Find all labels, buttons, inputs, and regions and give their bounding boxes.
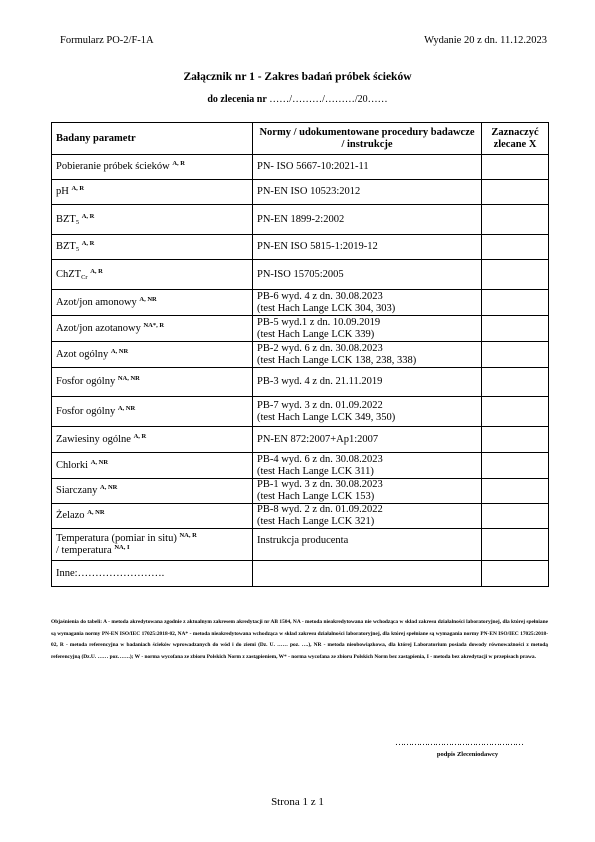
- table-row-other: [52, 561, 549, 587]
- parameter-name: Chlorki: [56, 459, 89, 471]
- table-row: [52, 397, 549, 427]
- parameter-cell: [52, 529, 253, 561]
- table-row: [52, 290, 549, 316]
- method-line: (test Hach Lange LCK 304, 303): [257, 302, 396, 314]
- method-line: PB-6 wyd. 4 z dn. 30.08.2023: [257, 290, 383, 302]
- parameter-flags: A, R: [90, 267, 103, 275]
- method-line: PB-8 wyd. 2 z dn. 01.09.2022: [257, 504, 383, 516]
- method-line: PN-EN 1899-2:2002: [257, 213, 345, 225]
- parameter-flags: A, R: [71, 185, 85, 192]
- mark-cell[interactable]: [482, 368, 549, 397]
- method-line: PB-5 wyd.1 z dn. 10.09.2019: [257, 316, 381, 328]
- method-cell: [253, 368, 482, 397]
- method-line: PN- ISO 5667-10:2021-11: [257, 161, 369, 173]
- parameter-cell: [52, 235, 253, 260]
- method-line: PB-2 wyd. 6 z dn. 30.08.2023: [257, 342, 383, 354]
- other-label-cell[interactable]: Inne:…………………….: [52, 561, 253, 587]
- parameter-name: Azot/jon amonowy: [56, 296, 137, 308]
- method-line: (test Hach Lange LCK 349, 350): [257, 411, 396, 423]
- parameter-flags: A, NR: [87, 509, 105, 516]
- table-row: [52, 504, 549, 529]
- mark-cell[interactable]: [482, 235, 549, 260]
- parameter-cell: [52, 205, 253, 235]
- signature-line: …………………………………………: [395, 737, 523, 747]
- parameter-name: Zawiesiny ogólne: [56, 433, 131, 445]
- method-line: PB-3 wyd. 4 z dn. 21.11.2019: [257, 376, 383, 388]
- parameter-name: ChZT: [56, 268, 82, 280]
- parameter-subscript: 5: [75, 218, 80, 226]
- method-cell: [253, 235, 482, 260]
- method-cell: [253, 342, 482, 368]
- mark-cell[interactable]: [482, 316, 549, 342]
- order-number-placeholder: ……/………/………/20……: [269, 94, 388, 105]
- method-line: PN-EN ISO 10523:2012: [257, 186, 361, 198]
- parameter-cell: [52, 316, 253, 342]
- method-line: (test Hach Lange LCK 138, 238, 338): [257, 354, 417, 366]
- method-cell: Instrukcja producenta: [253, 529, 482, 561]
- table-row: [52, 155, 549, 180]
- method-line: (test Hach Lange LCK 321): [257, 516, 375, 527]
- table-row: [52, 368, 549, 397]
- method-line: PN-EN 872:2007+Ap1:2007: [257, 433, 379, 445]
- order-number-label: do zlecenia nr: [207, 94, 267, 105]
- mark-cell[interactable]: [482, 260, 549, 290]
- page-number: Strona 1 z 1: [271, 796, 324, 808]
- temperature-label: Temperatura (pomiar in situ): [56, 532, 177, 544]
- mark-cell[interactable]: [482, 504, 549, 529]
- method-cell: [253, 504, 482, 529]
- document-title: Załącznik nr 1 - Zakres badań próbek ścieków: [183, 71, 412, 83]
- method-cell: [253, 453, 482, 479]
- table-row: [52, 479, 549, 504]
- parameter-cell: [52, 397, 253, 427]
- method-cell: [253, 397, 482, 427]
- method-cell: [253, 260, 482, 290]
- parameter-flags: NA, NR: [117, 375, 140, 382]
- method-line: (test Hach Lange LCK 153): [257, 491, 375, 502]
- mark-cell[interactable]: [482, 205, 549, 235]
- parameter-cell: [52, 155, 253, 180]
- header-parameter: Badany parametr: [52, 123, 253, 155]
- parameter-cell: [52, 504, 253, 529]
- temperature-flags: NA, R: [179, 531, 197, 539]
- method-line: (test Hach Lange LCK 311): [257, 465, 374, 477]
- parameter-name: BZT: [56, 241, 76, 252]
- parameter-name: Pobieranie próbek ścieków: [56, 161, 170, 172]
- header-mark: Zaznaczyć zlecane X: [482, 123, 549, 155]
- other-method-cell[interactable]: [253, 561, 482, 587]
- table-row: [52, 427, 549, 453]
- parameter-flags: A, NR: [110, 347, 129, 355]
- mark-cell[interactable]: [482, 180, 549, 205]
- table-row: [52, 180, 549, 205]
- table-footnote: Objaśnienia do tabeli: A - metoda akredytowana zgodnie z aktualnym zakresem akredytacji nr AB 1504, NA - metoda nieakredytowana nie wchodząca w skład zakresu działalności laboratoryjnej, dla której spełniane są wymagania normy PN-EN ISO/IEC 17025:2018-02, NA* - metoda nieakredytowana wchodząca w skład zakresu działalności laboratoryjnej, dla której spełniane są wymagania normy PN-EN ISO/IEC 17025:2018-02, R - metoda referencyjna w badaniach ścieków wprowadzanych do wód i do ziemi (Dz. U. …… poz. ….), NR - metoda nieobowiązkowa, dla której Laboratorium posiada dowody równoważności z metodą referencyjną (Dz.U. …… poz…….); W - norma wycofana ze zbioru Polskich Norm z zastąpieniem, W* - norma wycofana ze zbioru Polskich Norm bez zastąpienia, I - metoda bez akredytacji w przepisach prawa.: [51, 619, 548, 660]
- table-row: [52, 235, 549, 260]
- parameter-cell: [52, 342, 253, 368]
- parameter-flags: A, R: [172, 160, 185, 167]
- parameters-table: [51, 122, 549, 587]
- table-body: [52, 155, 549, 587]
- mark-cell[interactable]: [482, 155, 549, 180]
- mark-cell[interactable]: [482, 529, 549, 561]
- form-id: Formularz PO-2/F-1A: [60, 35, 154, 46]
- parameter-name: BZT: [56, 213, 76, 225]
- signature-label: podpis Zleceniodawcy: [436, 751, 499, 758]
- parameter-flags: A, NR: [139, 295, 157, 303]
- method-line: (test Hach Lange LCK 339): [257, 328, 375, 340]
- method-line: PN-EN ISO 5815-1:2019-12: [257, 241, 378, 253]
- parameter-name: Fosfor ogólny: [56, 405, 116, 417]
- method-cell: [253, 155, 482, 180]
- mark-cell[interactable]: [482, 290, 549, 316]
- parameter-subscript: 5: [75, 246, 80, 253]
- order-number-line: [0, 94, 595, 105]
- parameter-cell: [52, 180, 253, 205]
- method-cell: [253, 479, 482, 504]
- header-method: Normy / udokumentowane procedury badawcze / instrukcje: [253, 123, 482, 155]
- temperature-line-2: [56, 545, 248, 557]
- parameter-subscript: Cr: [81, 273, 88, 281]
- table-row: [52, 260, 549, 290]
- table-row: [52, 453, 549, 479]
- method-cell: [253, 290, 482, 316]
- parameter-cell: [52, 368, 253, 397]
- mark-cell[interactable]: [482, 453, 549, 479]
- method-line: PB-4 wyd. 6 z dn. 30.08.2023: [257, 453, 383, 465]
- method-cell: [253, 427, 482, 453]
- parameter-name: Azot/jon azotanowy: [56, 322, 141, 334]
- parameter-cell: [52, 290, 253, 316]
- parameter-flags: NA*, R: [143, 321, 165, 329]
- parameter-name: Fosfor ogólny: [56, 376, 116, 387]
- parameter-cell: [52, 453, 253, 479]
- method-cell: [253, 180, 482, 205]
- method-cell: [253, 316, 482, 342]
- parameter-cell: [52, 427, 253, 453]
- temperature-alt-flags: NA, I: [114, 543, 130, 551]
- parameter-name: Żelazo: [56, 510, 85, 521]
- method-cell: [253, 205, 482, 235]
- parameter-flags: A, NR: [117, 404, 136, 412]
- parameter-name: Siarczany: [56, 485, 98, 496]
- parameter-name: pH: [56, 186, 69, 197]
- temperature-line-1: [56, 533, 248, 545]
- parameter-flags: A, NR: [100, 484, 118, 491]
- parameter-name: Azot ogólny: [56, 348, 109, 360]
- parameter-cell: [52, 260, 253, 290]
- parameter-flags: A, R: [81, 212, 95, 220]
- mark-cell[interactable]: [482, 479, 549, 504]
- mark-cell[interactable]: [482, 397, 549, 427]
- parameter-flags: A, R: [133, 432, 147, 440]
- table-row: [52, 316, 549, 342]
- method-line: PB-7 wyd. 3 z dn. 01.09.2022: [257, 399, 383, 411]
- table-row-temperature: [52, 529, 549, 561]
- parameter-flags: A, NR: [90, 458, 109, 466]
- parameter-flags: A, R: [81, 240, 95, 247]
- mark-cell[interactable]: [482, 561, 549, 587]
- table-header-row: [52, 123, 549, 155]
- parameter-cell: [52, 479, 253, 504]
- mark-cell[interactable]: [482, 342, 549, 368]
- table-row: [52, 342, 549, 368]
- temperature-alt-label: / temperatura: [56, 544, 112, 556]
- method-line: PN-ISO 15705:2005: [257, 268, 344, 280]
- table-row: [52, 205, 549, 235]
- method-line: PB-1 wyd. 3 z dn. 30.08.2023: [257, 479, 383, 491]
- mark-cell[interactable]: [482, 427, 549, 453]
- edition-date: Wydanie 20 z dn. 11.12.2023: [424, 35, 547, 46]
